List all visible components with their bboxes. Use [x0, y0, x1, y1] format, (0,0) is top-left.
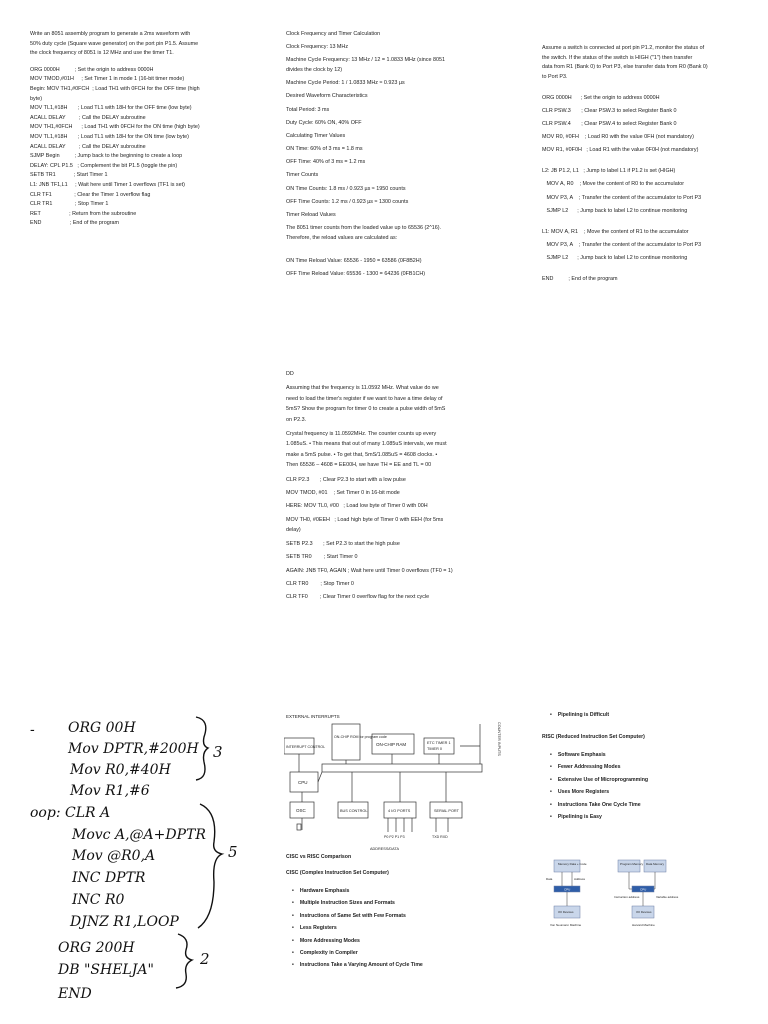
heading: RISC (Reduced Instruction Set Computer)	[542, 734, 645, 740]
text-line: OFF Time: 40% of 3 ms = 1.2 ms	[286, 159, 366, 166]
text-line: Machine Cycle Period: 1 / 1.0833 MHz ≈ 0.923 µs	[286, 80, 405, 87]
hw-line: DB "SHELJA"	[58, 962, 154, 978]
code-line: MOV R0, #0FH ; Load R0 with the value 0FH (not mandatory)	[542, 134, 694, 141]
diagram-label: EXTERNAL INTERRUPTS	[286, 714, 340, 719]
arch-label: Data	[546, 877, 553, 881]
heading: DD	[286, 371, 294, 377]
diagram-label: P0 P2 P1 P3	[384, 835, 405, 839]
code-line: RET ; Return from the subroutine	[30, 210, 137, 217]
code-line: delay)	[286, 527, 301, 534]
code-line: CLR TR0 ; Stop Timer 0	[286, 580, 354, 587]
list-item: • Software Emphasis	[550, 752, 648, 758]
prompt	[30, 30, 260, 59]
arch-label: CPU	[640, 887, 647, 892]
code-line: CLR TF0 ; Clear Timer 0 overflow flag for the next cycle	[286, 594, 430, 601]
hw-line: Mov R1,#6	[70, 783, 150, 799]
heading: CISC (Complex Instruction Set Computer)	[286, 870, 389, 876]
code-line: L2: JB P1.2, L1 ; Jump to label L1 if P1.2 is set (HIGH)	[542, 168, 676, 175]
text-line: ON Time Counts: 1.8 ms / 0.923 µs ≈ 1950 counts	[286, 185, 406, 192]
list-item: • Uses More Registers	[550, 789, 648, 795]
diagram-label: 4 I/O PORTS	[388, 809, 411, 813]
hw-line: Mov R0,#40H	[70, 762, 171, 778]
text-line: make a 5mS pulse. • To get that, 5mS/1.085uS = 4608 clocks. •	[286, 451, 438, 458]
code-line: Begin: MOV TH1,#0FCH ; Load TH1 with 0FCH for the OFF time (high	[30, 85, 200, 92]
list-item: • Pipelining is Difficult	[550, 712, 609, 718]
hw-line: END	[58, 986, 92, 1002]
list-item: • Complexity in Compiler	[292, 950, 423, 956]
code-line: SJMP L2 ; Jump back to label L2 to continue monitoring	[542, 254, 688, 261]
code-line: MOV TH1,#0FCH ; Load TH1 with 0FCH for the ON time (high byte)	[30, 124, 200, 131]
code-line: SETB P2.3 ; Set P2.3 to start the high pulse	[286, 540, 400, 547]
code-line: HERE: MOV TL0, #00 ; Load low byte of Timer 0 with 00H	[286, 503, 428, 510]
cisc-list	[286, 888, 423, 975]
diagram-label: SERIAL PORT	[434, 809, 459, 813]
diagram-label: ADDRESS/DATA	[370, 847, 399, 851]
text-line: the switch. If the status of the switch is HIGH ("1") then transfer	[542, 54, 693, 61]
text-line: OFF Time Counts: 1.2 ms / 0.923 µs ≈ 1300 counts	[286, 198, 409, 205]
code-line: SETB TR0 ; Start Timer 0	[286, 554, 358, 561]
list-item: • More Addressing Modes	[292, 938, 423, 944]
text-line: ON Time Reload Value: 65536 - 1950 = 63586 (0F8B2H)	[286, 258, 422, 264]
risc-heading-wrap	[542, 733, 645, 741]
risc-top-list	[542, 712, 609, 724]
code-line: MOV A, R0 ; Move the content of R0 to the accumulator	[542, 181, 685, 188]
hw-line: oop: CLR A	[30, 805, 111, 821]
diagram-label: OSC	[296, 808, 306, 813]
code-line: SETB TR1 ; Start Timer 1	[30, 172, 108, 179]
code-line: MOV TL1,#18H ; Load TL1 with 18H for the ON time (low byte)	[30, 133, 189, 140]
hw-line: ORG 00H	[68, 720, 136, 736]
code-line: AGAIN: JNB TF0, AGAIN ; Wait here until Timer 0 overflows (TF0 = 1)	[286, 567, 453, 574]
code-line: L1: MOV A, R1 ; Move the content of R1 to the accumulator	[542, 228, 689, 235]
question-switch-monitor	[542, 44, 762, 288]
hw-line: Movc A,@A+DPTR	[72, 827, 206, 843]
risc-list	[542, 752, 648, 826]
code-line: END ; End of the program	[30, 220, 119, 227]
hw-line: INC R0	[72, 892, 125, 908]
code-line: byte)	[30, 95, 42, 102]
code-line: MOV TMOD, #01 ; Set Timer 0 in 16-bit mode	[286, 490, 400, 497]
hw-line: Mov @R0,A	[72, 848, 156, 864]
code-line: ORG 0000H ; Set the origin to address 0000H	[30, 66, 154, 73]
heading: Calculating Timer Values	[286, 132, 346, 139]
code-line: MOV R1, #0F0H ; Load R1 with the value 0F0H (not mandatory)	[542, 147, 699, 154]
handwritten-code	[28, 712, 258, 1012]
heading: Clock Frequency and Timer Calculation	[286, 31, 381, 37]
diagram-label: TIMER 0	[427, 747, 442, 751]
text-line: need to load the timer's register if we want to have a time delay of	[286, 395, 443, 402]
text-line: Assuming that the frequency is 11.0592 MHz. What value do we	[286, 385, 439, 392]
arch-label: Memory Data + Code	[558, 862, 587, 866]
hw-mark: -	[30, 722, 35, 738]
text-line: Then 65536 – 4608 = EE00H, we have TH = EE and TL = 00	[286, 462, 432, 469]
text-line: Total Period: 3 ms	[286, 106, 330, 113]
architecture-diagram	[540, 858, 690, 930]
arch-label: I/O Devices	[558, 910, 574, 914]
arch-caption: Harvard Machine	[632, 923, 655, 927]
heading: Desired Waveform Characteristics	[286, 93, 368, 100]
text-line: Write an 8051 assembly program to generate a 2ms waveform with	[30, 31, 191, 37]
list-item: • Fewer Addressing Modes	[550, 764, 648, 770]
code-line: ACALL DELAY ; Call the DELAY subroutine	[30, 143, 146, 150]
text-line: Crystal frequency is 11.0592MHz. The counter counts up every	[286, 431, 437, 438]
list-item: • Instructions Take a Varying Amount of Cycle Time	[292, 962, 423, 968]
hw-mark: 3	[213, 743, 223, 761]
code-line: MOV TL1,#18H ; Load TL1 with 18H for the OFF time (low byte)	[30, 105, 192, 112]
list-item: • Less Registers	[292, 925, 423, 931]
question-timer-delay	[286, 370, 518, 602]
cisc-section	[286, 853, 516, 877]
text-line: Clock Frequency: 13 MHz	[286, 44, 349, 51]
code-line: MOV TMOD,#01H ; Set Timer 1 in mode 1 (16-bit timer mode)	[30, 76, 185, 83]
arch-label: Data Memory	[646, 862, 665, 866]
text-line: The 8051 timer counts from the loaded value up to 65536 (2^16).	[286, 225, 442, 232]
hw-line: Mov DPTR,#200H	[68, 741, 199, 757]
code-line: CLR PSW.3 ; Clear PSW.3 to select Register Bank 0	[542, 107, 677, 114]
text-line: 50% duty cycle (Square wave generator) on the port pin P1.5. Assume	[30, 40, 199, 47]
code-line: END ; End of the program	[542, 276, 618, 282]
code-line: CLR TF1 ; Clear the Timer 1 overflow flag	[30, 191, 151, 198]
hw-line: DJNZ R1,LOOP	[70, 914, 179, 930]
diagram-label: ON-CHIP RAM	[376, 742, 407, 747]
code-line: DELAY: CPL P1.5 ; Complement the bit P1.5 (toggle the pin)	[30, 162, 178, 169]
code-line: MOV P3, A ; Transfer the content of the accumulator to Port P3	[542, 194, 702, 201]
text-line: on P2.3.	[286, 416, 307, 423]
heading: CISC vs RISC Comparison	[286, 854, 352, 860]
hw-line: INC DPTR	[72, 870, 146, 886]
code-line: CLR TR1 ; Stop Timer 1	[30, 201, 109, 208]
text-line: Duty Cycle: 60% ON, 40% OFF	[286, 119, 362, 126]
hw-line: ORG 200H	[58, 940, 135, 956]
arch-label: Address	[574, 877, 586, 881]
diagram-label: ON-CHIP ROM for program code	[334, 735, 387, 739]
code-line: CLR PSW.4 ; Clear PSW.4 to select Register Bank 0	[542, 121, 677, 128]
text-line: 5mS? Show the program for timer 0 to create a pulse width of 5mS	[286, 406, 446, 413]
arch-label: Instruction address	[614, 895, 640, 899]
diagram-label: BUS CONTROL	[340, 809, 368, 813]
arch-label: I/O Devices	[636, 910, 652, 914]
list-item: • Instructions Take One Cycle Time	[550, 802, 648, 808]
text-line: Assume a switch is connected at port pin P1.2, monitor the status of	[542, 45, 705, 51]
heading: Timer Reload Values	[286, 212, 336, 219]
code-line: MOV P3, A ; Transfer the content of the accumulator to Port P3	[542, 241, 702, 248]
diagram-label: CPU	[298, 780, 308, 785]
timer-calculation	[286, 30, 516, 283]
code-line: ACALL DELAY ; Call the DELAY subroutine	[30, 114, 146, 121]
text-line: the clock frequency of 8051 is 12 MHz and use the timer T1.	[30, 50, 174, 57]
arch-label: Variable address	[656, 895, 679, 899]
text-line: data from R1 (Bank 0) to Port P3, else transfer data from R0 (Bank 0)	[542, 64, 708, 71]
code-line: ORG 0000H ; Set the origin to address 0000H	[542, 94, 660, 101]
code-block	[30, 66, 260, 229]
code-line: CLR P2.3 ; Clear P2.3 to start with a low pulse	[286, 476, 406, 483]
list-item: • Extensive Use of Microprogramming	[550, 777, 648, 783]
list-item: • Multiple Instruction Sizes and Formats	[292, 900, 423, 906]
code-line: MOV TH0, #0EEH ; Load high byte of Timer 0 with EEH (for 5ms	[286, 516, 444, 523]
list-item: • Hardware Emphasis	[292, 888, 423, 894]
code-line: SJMP L2 ; Jump back to label L2 to continue monitoring	[542, 207, 688, 214]
text-line: ON Time: 60% of 3 ms = 1.8 ms	[286, 146, 363, 153]
question-square-wave	[30, 30, 260, 229]
text-line: Machine Cycle Frequency: 13 MHz / 12 = 1.0833 MHz (since 8051	[286, 57, 445, 64]
text-line: OFF Time Reload Value: 65536 - 1300 = 64236 (0FB1CH)	[286, 271, 426, 278]
code-line: L1: JNB TF1,L1 ; Wait here until Timer 1 overflows (TF1 is set)	[30, 181, 185, 188]
heading: Timer Counts	[286, 172, 319, 179]
diagram-label: TXD RXD	[432, 835, 448, 839]
hw-mark: 5	[228, 843, 238, 861]
text-line: 1.085uS. • This means that out of many 1.085uS intervals, we must	[286, 441, 447, 448]
hw-mark: 2	[200, 950, 210, 968]
list-item: • Pipelining is Easy	[550, 814, 648, 820]
diagram-label: COUNTER INPUTS	[497, 722, 501, 756]
text-line: divides the clock by 12)	[286, 66, 343, 73]
list-item: • Instructions of Same Set with Few Formats	[292, 913, 423, 919]
arch-label: CPU	[564, 887, 571, 892]
arch-label: Program Memory	[620, 862, 644, 866]
block-diagram-8051	[284, 712, 514, 854]
diagram-label: ETC TIMER 1	[427, 741, 451, 745]
diagram-label: INTERRUPT CONTROL	[286, 745, 326, 749]
code-line: SJMP Begin ; Jump back to the beginning to create a loop	[30, 153, 183, 160]
text-line: to Port P3.	[542, 73, 568, 80]
text-line: Therefore, the reload values are calculated as:	[286, 234, 398, 241]
arch-caption: Von Neumann Machine	[550, 923, 582, 927]
